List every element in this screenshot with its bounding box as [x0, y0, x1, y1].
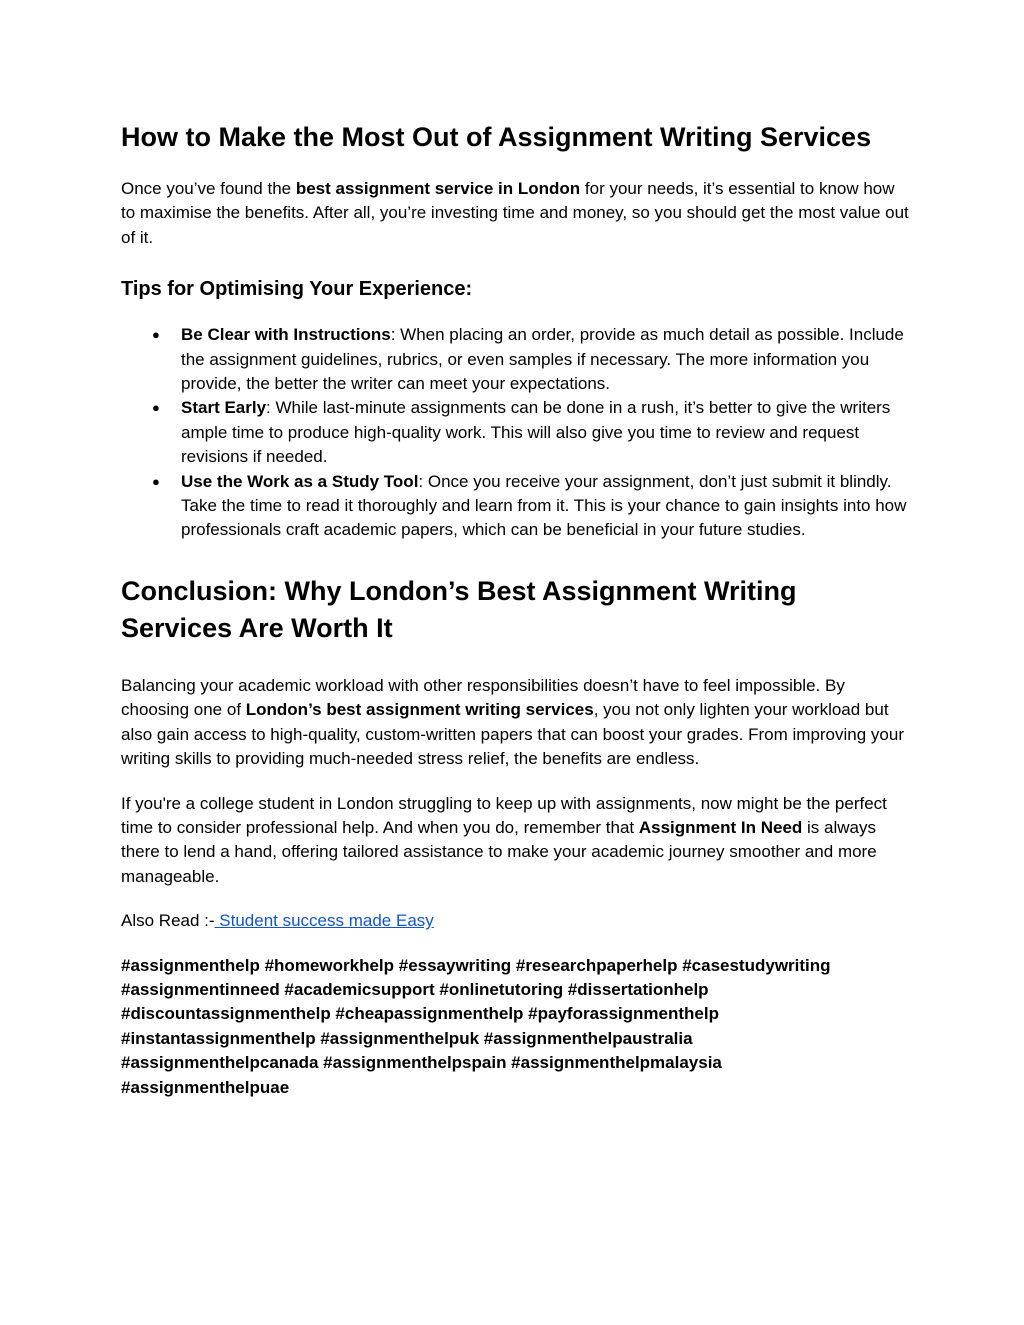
para1-text-post: , you not only lighten your workload but also gain access to high-quality, custom-written papers that can boost your grades. From improving your writing skills to providing much-needed stress relief, the benefits are endless.	[121, 700, 904, 769]
tips-heading: Tips for Optimising Your Experience:	[121, 278, 473, 301]
tip-title: Use the Work as a Study Tool	[181, 471, 419, 491]
hashtag-line: #assignmenthelpcanada #assignmenthelpspain #assignmenthelpmalaysia	[121, 1053, 722, 1073]
list-item	[121, 470, 911, 543]
list-item	[121, 323, 911, 396]
document-page	[121, 114, 911, 1100]
conclusion-paragraph-1	[121, 674, 911, 772]
para1-text-bold: London’s best assignment writing services	[245, 700, 594, 720]
hashtag-line: #discountassignmenthelp #cheapassignmenthelp #payforassignmenthelp	[121, 1004, 719, 1024]
conclusion-paragraph-2	[121, 792, 911, 890]
hashtags-block	[121, 954, 911, 1100]
tip-text: : When placing an order, provide as much detail as possible. Include the assignment guidelines, rubrics, or even samples if necessary. The more information you provide, the better the writer can meet your expectations.	[181, 325, 904, 394]
tips-list	[121, 323, 911, 543]
bullet-icon: ●	[152, 400, 160, 416]
student-success-link[interactable]: Student success made Easy	[214, 911, 434, 931]
para2-text-post: is always there to lend a hand, offering tailored assistance to make your academic journey smoother and more manageable.	[121, 817, 877, 886]
list-item	[121, 396, 911, 469]
para1-text-pre: Balancing your academic workload with other responsibilities doesn’t have to feel impossible. By choosing one of	[121, 675, 845, 720]
hashtag-line: #assignmenthelpuae	[121, 1077, 290, 1097]
tip-text: : While last-minute assignments can be done in a rush, it’s better to give the writers ample time to produce high-quality work. This will also give you time to review and request revisions if needed.	[181, 398, 891, 467]
para2-text-bold: Assignment In Need	[638, 817, 803, 837]
intro-text-pre: Once you’ve found the	[121, 179, 296, 198]
tip-title: Start Early	[181, 398, 267, 418]
bullet-icon: ●	[152, 327, 160, 343]
hashtag-line: #assignmenthelp #homeworkhelp #essaywriting #researchpaperhelp #casestudywriting	[121, 955, 831, 975]
bullet-icon: ●	[152, 473, 160, 489]
also-read-line	[121, 909, 911, 933]
tip-title: Be Clear with Instructions	[181, 325, 391, 345]
hashtag-line: #instantassignmenthelp #assignmenthelpuk #assignmenthelpaustralia	[121, 1028, 693, 1048]
para2-text-pre: If you're a college student in London struggling to keep up with assignments, now might be the perfect time to consider professional help. And when you do, remember that	[121, 793, 887, 837]
hashtag-line: #assignmentinneed #academicsupport #onlinetutoring #dissertationhelp	[121, 979, 709, 999]
section-title-conclusion: Conclusion: Why London’s Best Assignment Writing Services Are Worth It	[121, 575, 797, 643]
tip-text: : Once you receive your assignment, don’t just submit it blindly. Take the time to read it thoroughly and learn from it. This is your chance to gain insights into how professionals craft academic papers, which can be beneficial in your future studies.	[181, 471, 907, 540]
intro-paragraph	[121, 177, 911, 250]
intro-text-post: for your needs, it’s essential to know how to maximise the benefits. After all, you’re investing time and money, so you should get the most value out of it.	[121, 179, 909, 247]
intro-text-bold: best assignment service in London	[295, 179, 581, 198]
also-read-label: Also Read :-	[121, 911, 215, 931]
section-title-make-most: How to Make the Most Out of Assignment Writing Services	[121, 122, 872, 152]
